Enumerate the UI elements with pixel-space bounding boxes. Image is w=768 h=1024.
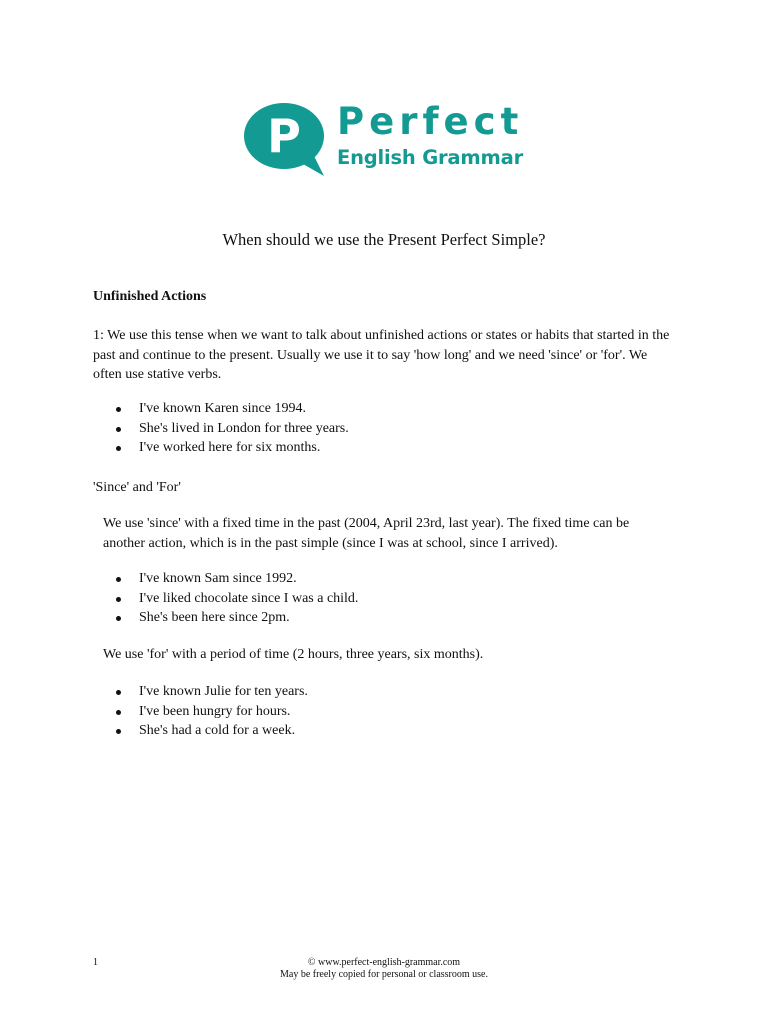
list-item: She's had a cold for a week. bbox=[0, 721, 308, 741]
footer-copyright: © www.perfect-english-grammar.com bbox=[307, 957, 461, 968]
bullet-icon bbox=[116, 616, 121, 621]
for-paragraph: We use 'for' with a period of time (2 hours, three years, six months). bbox=[103, 647, 484, 662]
perfect-english-grammar-logo bbox=[244, 102, 534, 178]
since-paragraph: We use 'since' with a fixed time in the past (2004, April 23rd, last year). The fixed time can be another action, which is in the past simple (since I was at school, since I arrived). bbox=[103, 516, 630, 551]
bullet-icon bbox=[116, 407, 121, 412]
bullet-icon bbox=[116, 729, 121, 734]
list-item: I've known Sam since 1992. bbox=[0, 569, 358, 589]
bullet-icon bbox=[116, 577, 121, 582]
logo-wordmark-perfect: Perfect bbox=[337, 100, 524, 143]
example-list-3 bbox=[0, 682, 308, 741]
list-item: She's been here since 2pm. bbox=[0, 608, 358, 628]
list-item: I've liked chocolate since I was a child. bbox=[0, 589, 358, 609]
bullet-icon bbox=[116, 690, 121, 695]
bullet-icon bbox=[116, 710, 121, 715]
list-item: I've worked here for six months. bbox=[0, 438, 349, 458]
example-list-1 bbox=[0, 399, 349, 458]
footer-note: May be freely copied for personal or classroom use. bbox=[280, 969, 488, 980]
logo-wordmark-english-grammar: English Grammar bbox=[337, 146, 524, 169]
example-list-2 bbox=[0, 569, 358, 628]
page-number: 1 bbox=[93, 957, 98, 968]
list-item: She's lived in London for three years. bbox=[0, 419, 349, 439]
svg-text:P: P bbox=[267, 109, 301, 163]
bullet-icon bbox=[116, 597, 121, 602]
bullet-icon bbox=[116, 446, 121, 451]
intro-paragraph: 1: We use this tense when we want to talk about unfinished actions or states or habits that started in the past and continue to the present. Usually we use it to say 'how long' and we need 'since' or 'for'. We often use stative verbs. bbox=[93, 328, 670, 382]
page-title: When should we use the Present Perfect Simple? bbox=[222, 230, 546, 249]
speech-bubble-p-icon bbox=[244, 102, 334, 178]
list-item: I've been hungry for hours. bbox=[0, 702, 308, 722]
list-item: I've known Karen since 1994. bbox=[0, 399, 349, 419]
section-heading: Unfinished Actions bbox=[93, 289, 207, 304]
since-for-subheading: 'Since' and 'For' bbox=[93, 480, 181, 495]
footer bbox=[0, 957, 768, 981]
list-item: I've known Julie for ten years. bbox=[0, 682, 308, 702]
bullet-icon bbox=[116, 427, 121, 432]
